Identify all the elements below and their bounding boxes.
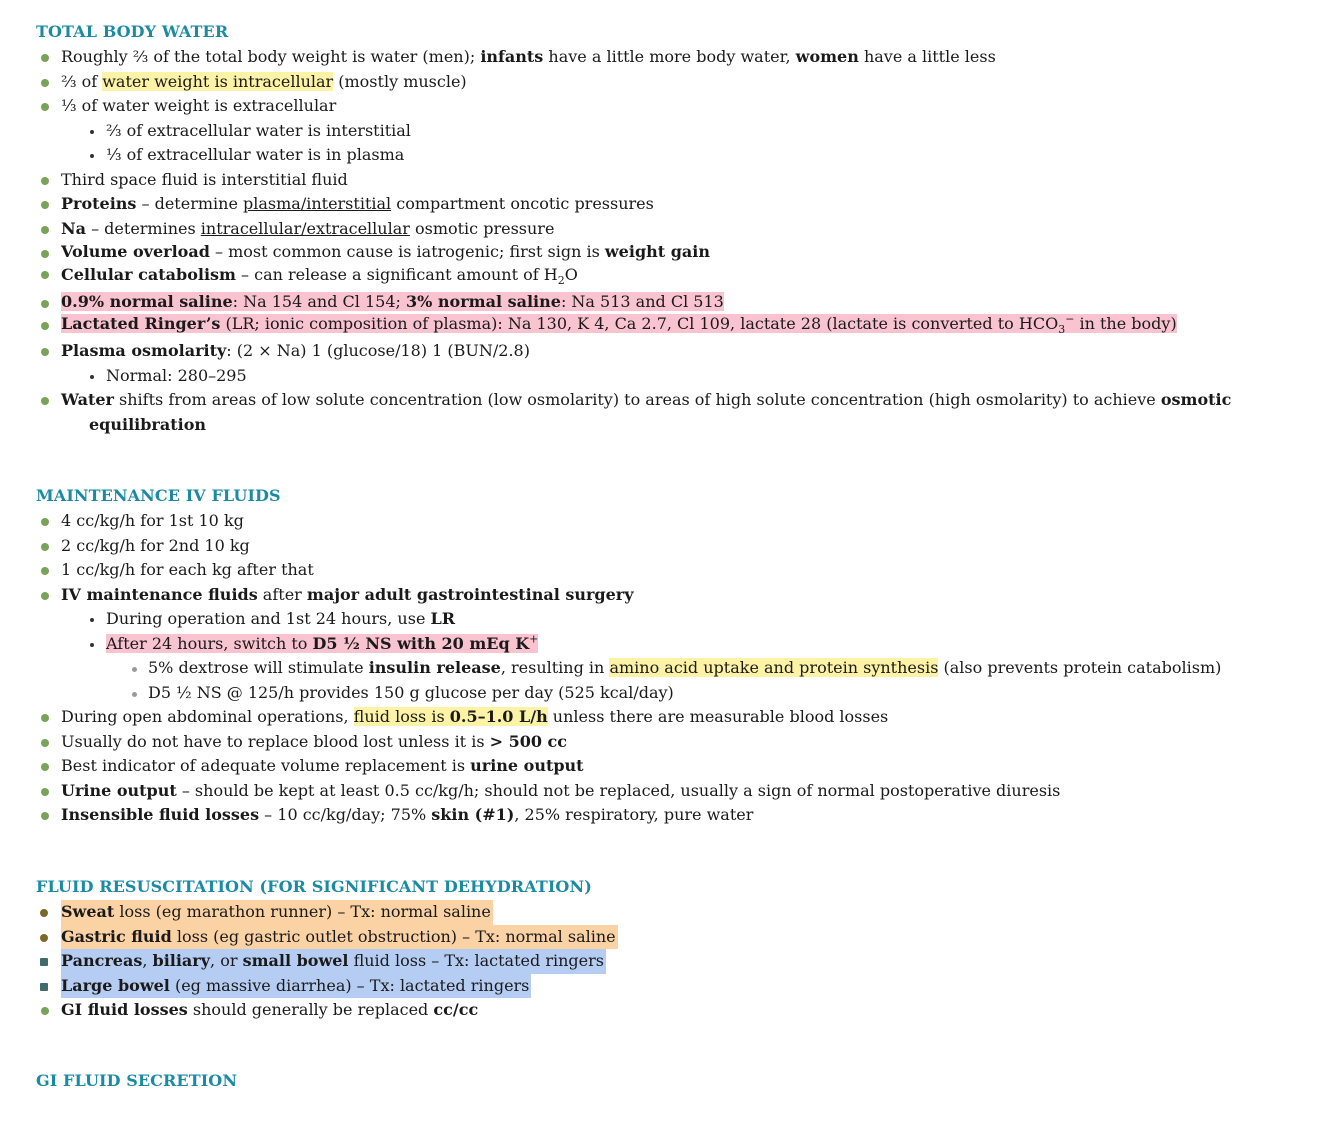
highlight: Gastric fluid loss (eg gastric outlet obstruction) – Tx: normal saline [61,925,618,950]
list-item: D5 ½ NS @ 125/h provides 150 g glucose per day (525 kcal/day) [36,681,1316,706]
list-item: ⅔ of extracellular water is interstitial [36,119,1316,144]
list-item: 1 cc/kg/h for each kg after that [36,558,1316,583]
bullet-list [36,45,1316,437]
section-heading: TOTAL BODY WATER [36,22,229,41]
list-item [36,900,1316,925]
list-item: During open abdominal operations, fluid loss is 0.5–1.0 L/h unless there are measurable blood losses [36,705,1316,730]
list-item: Insensible fluid losses – 10 cc/kg/day; 75% skin (#1), 25% respiratory, pure water [36,803,1316,828]
section-heading: GI FLUID SECRETION [36,1071,238,1090]
list-item: Water shifts from areas of low solute concentration (low osmolarity) to areas of high solute concentration (high osmolarity) to achieve osmotic equilibration [36,388,1316,437]
list-item [36,974,1316,999]
highlight: amino acid uptake and protein synthesis [609,658,939,677]
section-gi-fluid-secretion [36,1069,1316,1093]
highlight: water weight is intracellular [102,71,334,91]
list-item [36,925,1316,950]
list-item [36,313,1316,335]
highlight: Sweat loss (eg marathon runner) – Tx: normal saline [61,900,493,925]
list-item: Best indicator of adequate volume replacement is urine output [36,754,1316,779]
highlight: Large bowel (eg massive diarrhea) – Tx: lactated ringers [61,974,531,999]
section-heading: MAINTENANCE IV FLUIDS [36,486,281,505]
section-heading: FLUID RESUSCITATION (FOR SIGNIFICANT DEHYDRATION) [36,877,592,896]
section-fluid-resuscitation [36,875,1316,1023]
list-item [36,949,1316,974]
list-item [36,291,1316,313]
highlight: After 24 hours, switch to D5 ½ NS with 20 mEq K+ [106,632,539,653]
list-item: Volume overload – most common cause is iatrogenic; first sign is weight gain [36,241,1316,262]
list-item: Urine output – should be kept at least 0.5 cc/kg/h; should not be replaced, usually a sign of normal postoperative diuresis [36,779,1316,804]
highlight: fluid loss is 0.5–1.0 L/h [353,707,548,726]
bullet-list [36,900,1316,1023]
list-item: Proteins – determine plasma/interstitial compartment oncotic pressures [36,192,1316,217]
list-item: Normal: 280–295 [36,364,1316,389]
list-item: During operation and 1st 24 hours, use LR [36,607,1316,632]
list-item: Usually do not have to replace blood lost unless it is > 500 cc [36,730,1316,755]
section-maintenance-iv-fluids [36,484,1316,828]
list-item: 5% dextrose will stimulate insulin release, resulting in amino acid uptake and protein synthesis (also prevents protein catabolism) [36,656,1316,681]
list-item: 4 cc/kg/h for 1st 10 kg [36,509,1316,534]
list-item: Na – determines intracellular/extracellular osmotic pressure [36,217,1316,242]
list-item: IV maintenance fluids after major adult gastrointestinal surgery [36,583,1316,608]
highlight: 0.9% normal saline: Na 154 and Cl 154; 3% normal saline: Na 513 and Cl 513 [61,292,724,311]
list-item [36,632,1316,657]
list-item: ⅔ of water weight is intracellular (mostly muscle) [36,70,1316,95]
highlight: Lactated Ringer’s (LR; ionic composition of plasma): Na 130, K 4, Ca 2.7, Cl 109, lactate 28 (lactate is converted to $HCO_3^-$ in the body) [61,312,1177,337]
bullet-list [36,509,1316,828]
section-total-body-water [36,20,1316,437]
highlight: Pancreas, biliary, or small bowel fluid loss – Tx: lactated ringers [61,949,606,974]
list-item: Plasma osmolarity: (2 × Na) 1 (glucose/18) 1 (BUN/2.8) [36,339,1316,364]
list-item: Third space fluid is interstitial fluid [36,168,1316,193]
list-item: GI fluid losses should generally be replaced cc/cc [36,998,1316,1023]
list-item: ⅓ of extracellular water is in plasma [36,143,1316,168]
list-item: Roughly ⅔ of the total body weight is water (men); infants have a little more body water, women have a little less [36,45,1316,70]
list-item: 2 cc/kg/h for 2nd 10 kg [36,534,1316,559]
list-item: ⅓ of water weight is extracellular [36,94,1316,119]
list-item: Cellular catabolism – can release a significant amount of $H_2O$ [36,262,1316,288]
